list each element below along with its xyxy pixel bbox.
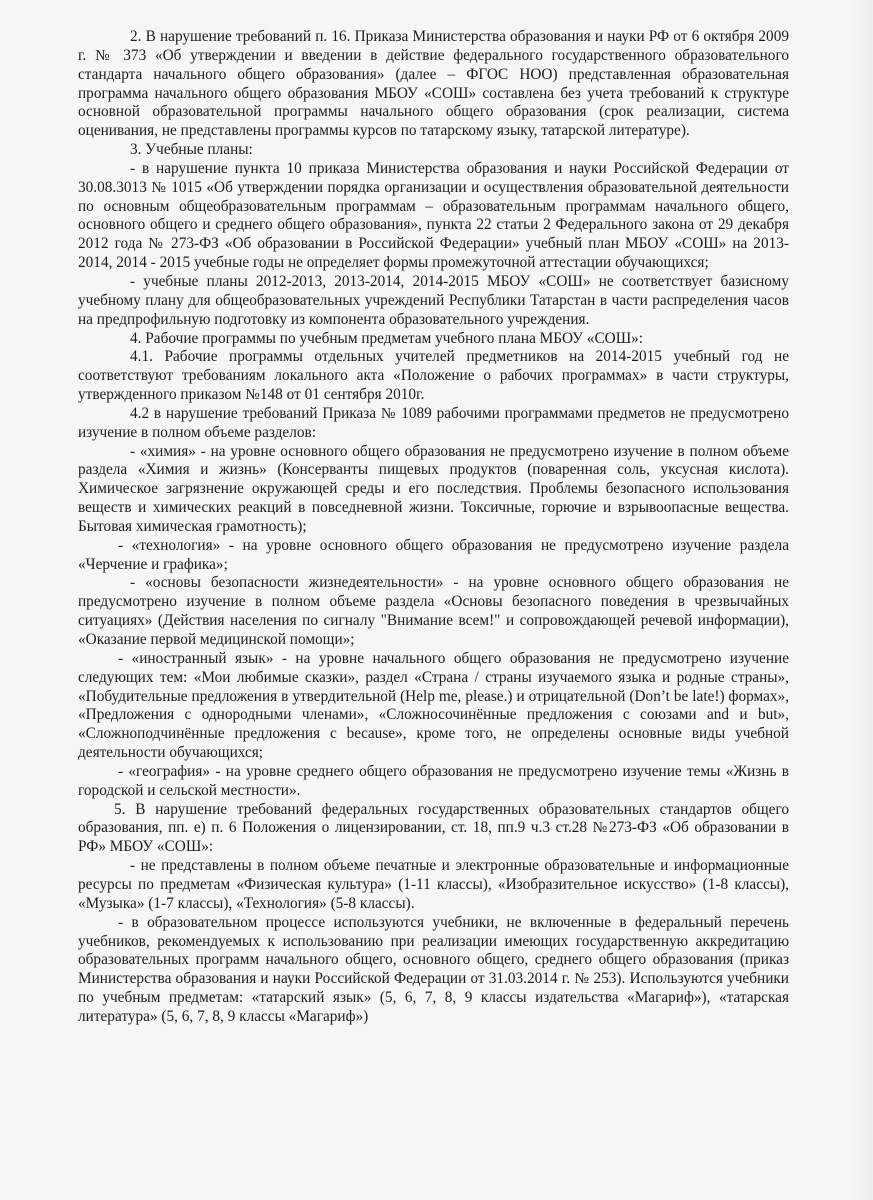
paragraph-3-item-b: - учебные планы 2012-2013, 2013-2014, 2014-2015 МБОУ «СОШ» не соответствует базисному учебному плану для общеобразовательных учреждений Республики Татарстан в части распределения часов на предпрофильную подготовку из компонента образовательного учреждения. [78, 272, 789, 328]
paragraph-5: 5. В нарушение требований федеральных государственных образовательных стандартов общего образования, пп. е) п. 6 Положения о лицензировании, ст. 18, пп.9 ч.3 ст.28 №273-ФЗ «Об образовании в РФ» МБОУ «СОШ»: [78, 800, 789, 856]
paragraph-5-item-a: - не представлены в полном объеме печатные и электронные образовательные и информационные ресурсы по предметам «Физическая культура» (1-11 классы), «Изобразительное искусство» (1-8 классы), «Музыка» (1-7 классы), «Технология» (5-8 классы). [78, 857, 789, 912]
paragraph-4-2-chemistry: - «химия» - на уровне основного общего образования не предусмотрено изучение в полном объеме раздела «Химия и жизнь» (Консерванты пищевых продуктов (поваренная соль, уксусная кислота). Химическое загрязнение окружающей среды и его последствия. Проблемы безопасного использования веществ и химических реакций в повседневной жизни. Токсичные, горючие и взрывоопасные вещества. Бытовая химическая грамотность); [78, 442, 789, 535]
scan-edge-shadow [846, 0, 873, 1200]
paragraph-4-2-foreign-language: - «иностранный язык» - на уровне начального общего образования не предусмотрено изучение следующих тем: «Мои любимые сказки», раздел «Страна / страны изучаемого языка и родные страны», «Побудительные предложения в утвердительной (Help me, please.) и отрицательной (Don’t be late!) формах», «Предложения с однородными членами», «Сложносочинённые предложения с союзами and и but», «Сложноподчинённые предложения с because», кроме того, не определены основные виды учебной деятельности обучающихся; [78, 649, 789, 762]
paragraph-5-item-b: - в образовательном процессе используются учебники, не включенные в федеральный перечень учебников, рекомендуемых к использованию при реализации имеющих государственную аккредитацию образовательных программ начального общего, основного общего, среднего общего образования (приказ Министерства образования и науки Российской Федерации от 31.03.2014 г. № 253). Используются учебники по учебным предметам: «татарский язык» (5, 6, 7, 8, 9 классы издательства «Магариф»), «татарская литература» (5, 6, 7, 8, 9 классы «Магариф») [78, 913, 789, 1025]
paragraph-4-2-geography: - «география» - на уровне среднего общего образования не предусмотрено изучение темы «Жизнь в городской и сельской местности». [78, 762, 789, 799]
paragraph-4-2-safety: - «основы безопасности жизнедеятельности» - на уровне основного общего образования не предусмотрено изучение в полном объеме раздела «Основы безопасного поведения в чрезвычайных ситуациях» (Действия населения по сигналу "Внимание всем!" и сопровождающей речевой информации), «Оказание первой медицинской помощи»; [78, 574, 789, 648]
paragraph-3-item-a: - в нарушение пункта 10 приказа Министерства образования и науки Российской Федерации от 30.08.3013 № 1015 «Об утверждении порядка организации и осуществления образовательной деятельности по основным общеобразовательным программам – образовательным программам начального общего, основного общего и среднего общего образования», пункта 22 статьи 2 Федерального закона от 29 декабря 2012 года № 273-ФЗ «Об образовании в Российской Федерации» учебный план МБОУ «СОШ» на 2013-2014, 2014 - 2015 учебные годы не определяет формы промежуточной аттестации обучающихся; [78, 159, 789, 272]
paragraph-3-heading: 3. Учебные планы: [130, 141, 253, 159]
paragraph-4-2-technology: - «технология» - на уровне основного общего образования не предусмотрено изучение раздела «Черчение и графика»; [78, 536, 789, 573]
paragraph-2: 2. В нарушение требований п. 16. Приказа Министерства образования и науки РФ от 6 октября 2009 г. № 373 «Об утверждении и введении в действие федерального государственного образовательного стандарта начального общего образования» (далее – ФГОС НОО) представленная образовательная программа начального общего образования МБОУ «СОШ» составлена без учета требований к структуре основной образовательной программы начального общего образования (срок реализации, система оценивания, не представлены программы курсов по татарскому языку, татарской литературе). [78, 28, 789, 140]
paragraph-4-heading: 4. Рабочие программы по учебным предметам учебного плана МБОУ «СОШ»: [130, 329, 644, 347]
paragraph-4-1: 4.1. Рабочие программы отдельных учителей предметников на 2014-2015 учебный год не соответствуют требованиям локального акта «Положение о рабочих программах» в части структуры, утвержденного приказом №148 от 01 сентября 2010г. [78, 348, 789, 404]
paragraph-4-2: 4.2 в нарушение требований Приказа № 1089 рабочими программами предметов не предусмотрено изучение в полном объеме разделов: [78, 404, 789, 441]
